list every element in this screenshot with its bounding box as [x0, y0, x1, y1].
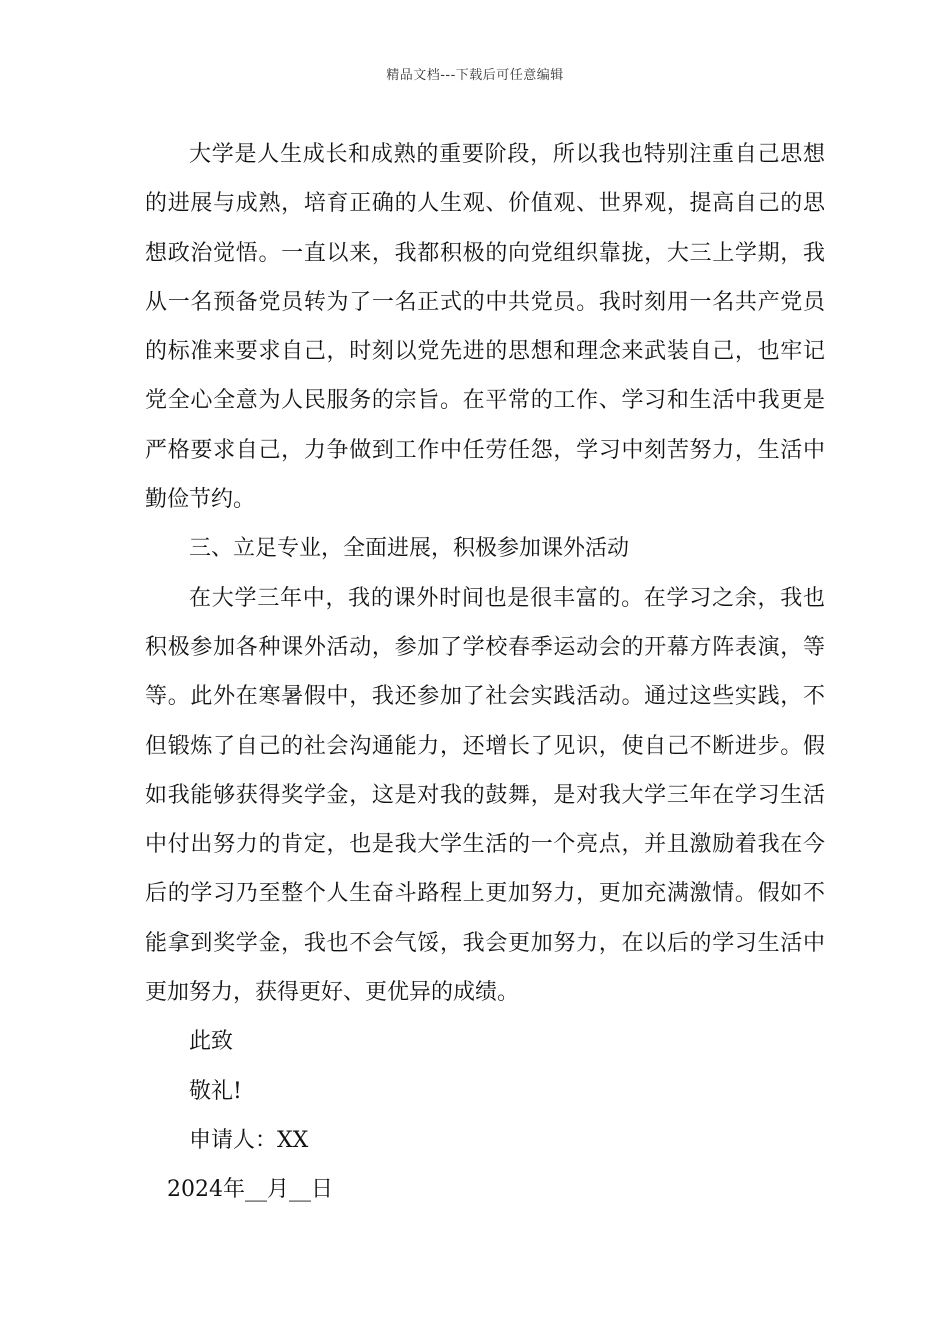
section-heading: 三、立足专业，全面进展，积极参加课外活动	[189, 536, 630, 562]
closing-regards: 敬礼!	[189, 1078, 242, 1104]
applicant-signature: 申请人：XX	[189, 1127, 309, 1153]
page-header: 精品文档---下载后可任意编辑	[386, 68, 564, 83]
closing-salutation: 此致	[189, 1029, 234, 1055]
document-body	[145, 130, 825, 1215]
paragraph-political-growth: 大学是人生成长和成熟的重要阶段，所以我也特别注重自己思想的进展与成熟，培育正确的人生观、价值观、世界观，提高自己的思想政治觉悟。一直以来，我都积极的向党组织靠拢，大三上学期，我从一名预备党员转为了一名正式的中共党员。我时刻用一名共产党员的标准来要求自己，时刻以党先进的思想和理念来武装自己，也牢记党全心全意为人民服务的宗旨。在平常的工作、学习和生活中我更是严格要求自己，力争做到工作中任劳任怨，学习中刻苦努力，生活中勤俭节约。	[145, 142, 825, 513]
paragraph-extracurricular: 在大学三年中，我的课外时间也是很丰富的。在学习之余，我也积极参加各种课外活动，参加了学校春季运动会的开幕方阵表演，等等。此外在寒暑假中，我还参加了社会实践活动。通过这些实践，不但锻炼了自己的社会沟通能力，还增长了见识，使自己不断进步。假如我能够获得奖学金，这是对我的鼓舞，是对我大学三年在学习生活中付出努力的肯定，也是我大学生活的一个亮点，并且激励着我在今后的学习乃至整个人生奋斗路程上更加努力，更加充满激情。假如不能拿到奖学金，我也不会气馁，我会更加努力，在以后的学习生活中更加努力，获得更好、更优异的成绩。	[145, 585, 825, 1006]
application-date: 2024年__月__日	[167, 1177, 333, 1203]
